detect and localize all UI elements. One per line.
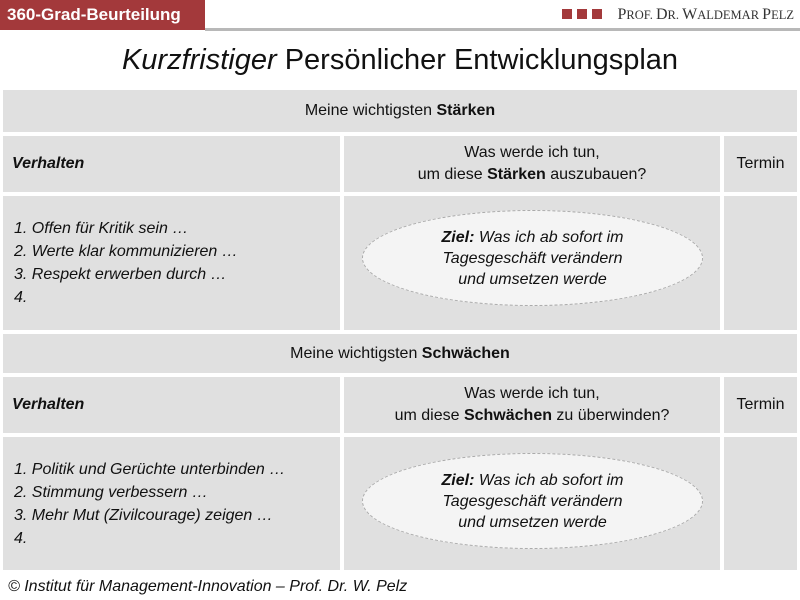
strengths-list (3, 196, 340, 330)
footer-copyright: © Institut für Management-Innovation – Prof. Dr. W. Pelz (8, 578, 408, 595)
weaknesses-date-cell (724, 437, 797, 570)
list-item: 2. Werte klar kommunizieren … (14, 243, 238, 260)
header-divider (205, 28, 800, 31)
strengths-date-cell (724, 196, 797, 330)
list-item: 2. Stimmung verbessern … (14, 483, 208, 501)
list-item: 3. Mehr Mut (Zivilcourage) zeigen … (14, 506, 273, 524)
page-title: Kurzfristiger Persönlicher Entwicklungsplan (121, 44, 679, 76)
weaknesses-goal-ellipse: Ziel: Was ich ab sofort im Tagesgeschäft verändern und umsetzen werde (362, 453, 703, 549)
weaknesses-date-header: Termin (724, 377, 797, 433)
strengths-behavior-header: Verhalten (3, 136, 340, 192)
weaknesses-heading: Meine wichtigsten Schwächen (3, 334, 797, 373)
strengths-heading: Meine wichtigsten Stärken (3, 90, 797, 132)
brand-squares-icon (562, 6, 607, 24)
list-item: 1. Politik und Gerüchte unterbinden … (14, 460, 286, 478)
brand (562, 6, 794, 24)
section-tag: 360-Grad-Beurteilung (0, 0, 205, 30)
strengths-goal-ellipse: Ziel: Was ich ab sofort im Tagesgeschäft verändern und umsetzen werde (362, 210, 703, 306)
weaknesses-action-header: Was werde ich tun, um diese Schwächen zu überwinden? (344, 377, 720, 433)
list-item: 1. Offen für Kritik sein … (14, 220, 189, 237)
brand-name: PROF. DR. WALDEMAR PELZ (617, 6, 794, 23)
weaknesses-list (3, 437, 340, 570)
strengths-action-header: Was werde ich tun, um diese Stärken auszubauen? (344, 136, 720, 192)
list-item: 4. (14, 289, 28, 306)
list-item: 3. Respekt erwerben durch … (14, 266, 227, 283)
weaknesses-behavior-header: Verhalten (3, 377, 340, 433)
list-item: 4. (14, 529, 28, 547)
strengths-date-header: Termin (724, 136, 797, 192)
